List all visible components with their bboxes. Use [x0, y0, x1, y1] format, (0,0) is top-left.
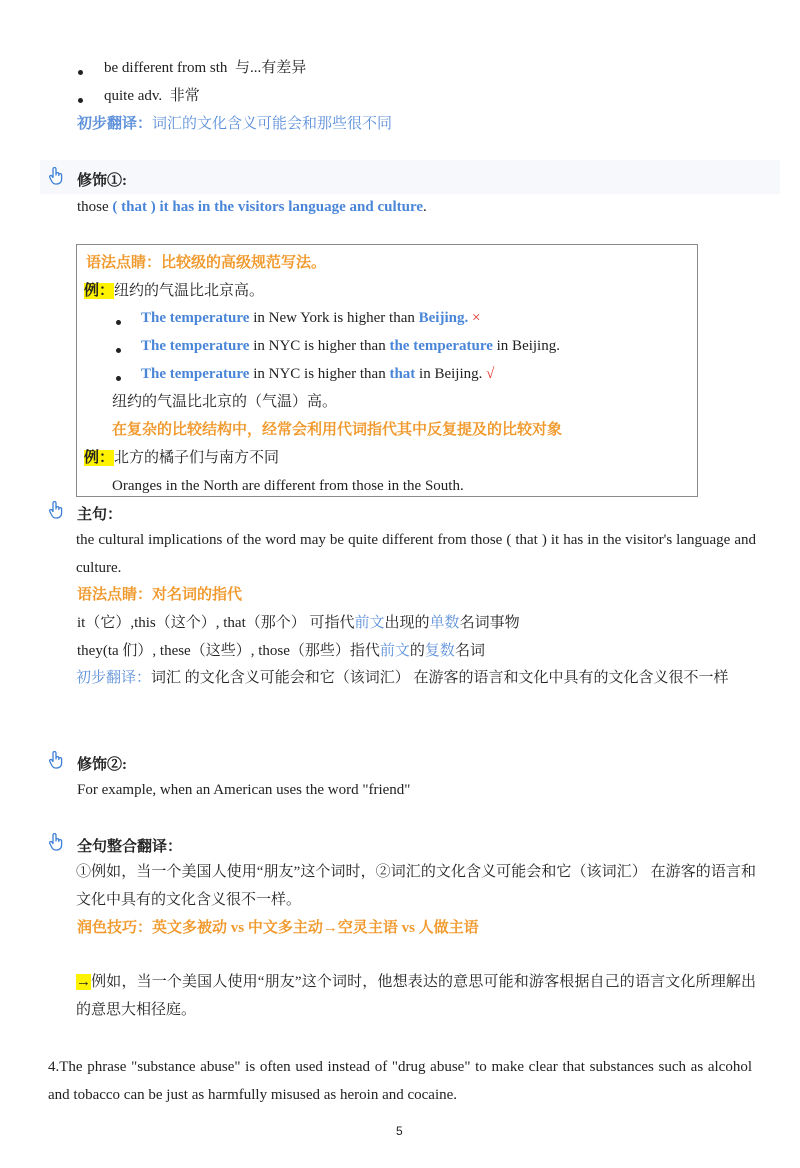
vocab-item-1	[104, 58, 306, 78]
vocab-en: quite adv.	[104, 88, 163, 104]
bullet-dot	[78, 98, 83, 103]
vocab-zh: 非常	[169, 88, 200, 104]
section-title-main: 主句：	[77, 507, 123, 523]
main-grammar: 语法点睛：对名词的指代	[77, 587, 243, 603]
box-example-1: 例：纽约的气温比北京高。	[84, 283, 265, 299]
box-note-orange: 在复杂的比较结构中，经常会利用代词指代其中反复提及的比较对象	[112, 422, 563, 438]
pronoun-line-1: it（它）,this（这个）, that（那个） 可指代前文出现的单数名词事物	[77, 615, 520, 631]
draft-label: 初步翻译：	[77, 116, 153, 132]
example-label: 例：	[84, 283, 115, 299]
mod1-text: those ( that ) it has in the visitors language and culture.	[77, 199, 427, 215]
section-title-mod1: 修饰①:	[77, 173, 127, 189]
correct-mark: √	[486, 366, 495, 382]
box-grammar-title: 语法点睛：比较级的高级规范写法。	[86, 255, 327, 271]
draft-translation-1	[77, 114, 392, 134]
example-label: 例：	[84, 450, 115, 466]
draft-text: 词汇的文化含义可能会和那些很不同	[152, 116, 393, 132]
box-example-2: 例：北方的橘子们与南方不同	[84, 450, 280, 466]
arrow-marker: →	[76, 974, 91, 990]
full-translation-para: ①例如，当一个美国人使用“朋友”这个词时，②词汇的文化含义可能会和它（该词汇） 在游客的语言和文化中具有的文化含义很不一样。	[76, 864, 756, 908]
draft-translation-2	[76, 664, 756, 692]
box-item-3: The temperature in NYC is higher than that in Beijing. √	[141, 366, 495, 382]
pointing-hand-icon	[48, 501, 64, 519]
vocab-item-2	[104, 86, 200, 106]
draft-text: 词汇 的文化含义可能会和它（该词汇） 在游客的语言和文化中具有的文化含义很不一样	[151, 670, 729, 686]
page-number: 5	[396, 1124, 403, 1138]
pronoun-line-2: they(ta 们）, these（这些）, those（那些）指代前文的复数名词	[77, 643, 485, 659]
bullet-dot	[78, 70, 83, 75]
section-title-mod2: 修饰②:	[77, 757, 127, 773]
vocab-en: be different from sth	[104, 60, 228, 76]
pointing-hand-icon	[48, 833, 64, 851]
pointing-hand-icon	[48, 751, 64, 769]
vocab-zh: 与...有差异	[234, 60, 307, 76]
section-band	[40, 160, 780, 194]
section-title-full: 全句整合翻译：	[77, 839, 183, 855]
bullet-dot	[116, 376, 121, 381]
draft-label: 初步翻译：	[76, 670, 152, 686]
box-item-2: The temperature in NYC is higher than the temperature in Beijing.	[141, 338, 560, 354]
pointing-hand-icon	[48, 167, 64, 185]
wrong-mark: ×	[471, 310, 481, 326]
bullet-dot	[116, 320, 121, 325]
mod1-clause: ( that ) it has in the visitors language and culture	[112, 199, 423, 215]
question-4: 4.The phrase "substance abuse" is often used instead of "drug abuse" to make clear that substances such as alcohol and tobacco can be just as harmfully misused as heroin and cocaine.	[48, 1059, 752, 1103]
box-note-zh: 纽约的气温比北京的（气温）高。	[112, 394, 338, 410]
bullet-dot	[116, 348, 121, 353]
polish-tip: 润色技巧：英文多被动 vs 中文多主动→空灵主语 vs 人做主语	[77, 920, 479, 936]
final-translation-para: →例如，当一个美国人使用“朋友”这个词时，他想表达的意思可能和游客根据自己的语言文化所理解出的意思大相径庭。	[76, 974, 756, 1018]
box-example-2-en: Oranges in the North are different from those in the South.	[112, 478, 464, 494]
box-item-1: The temperature in New York is higher than Beijing. ×	[141, 310, 481, 326]
mod2-text: For example, when an American uses the word "friend"	[77, 782, 411, 798]
main-sentence: the cultural implications of the word may be quite different from those ( that ) it has in the visitor's language and culture.	[76, 532, 756, 576]
